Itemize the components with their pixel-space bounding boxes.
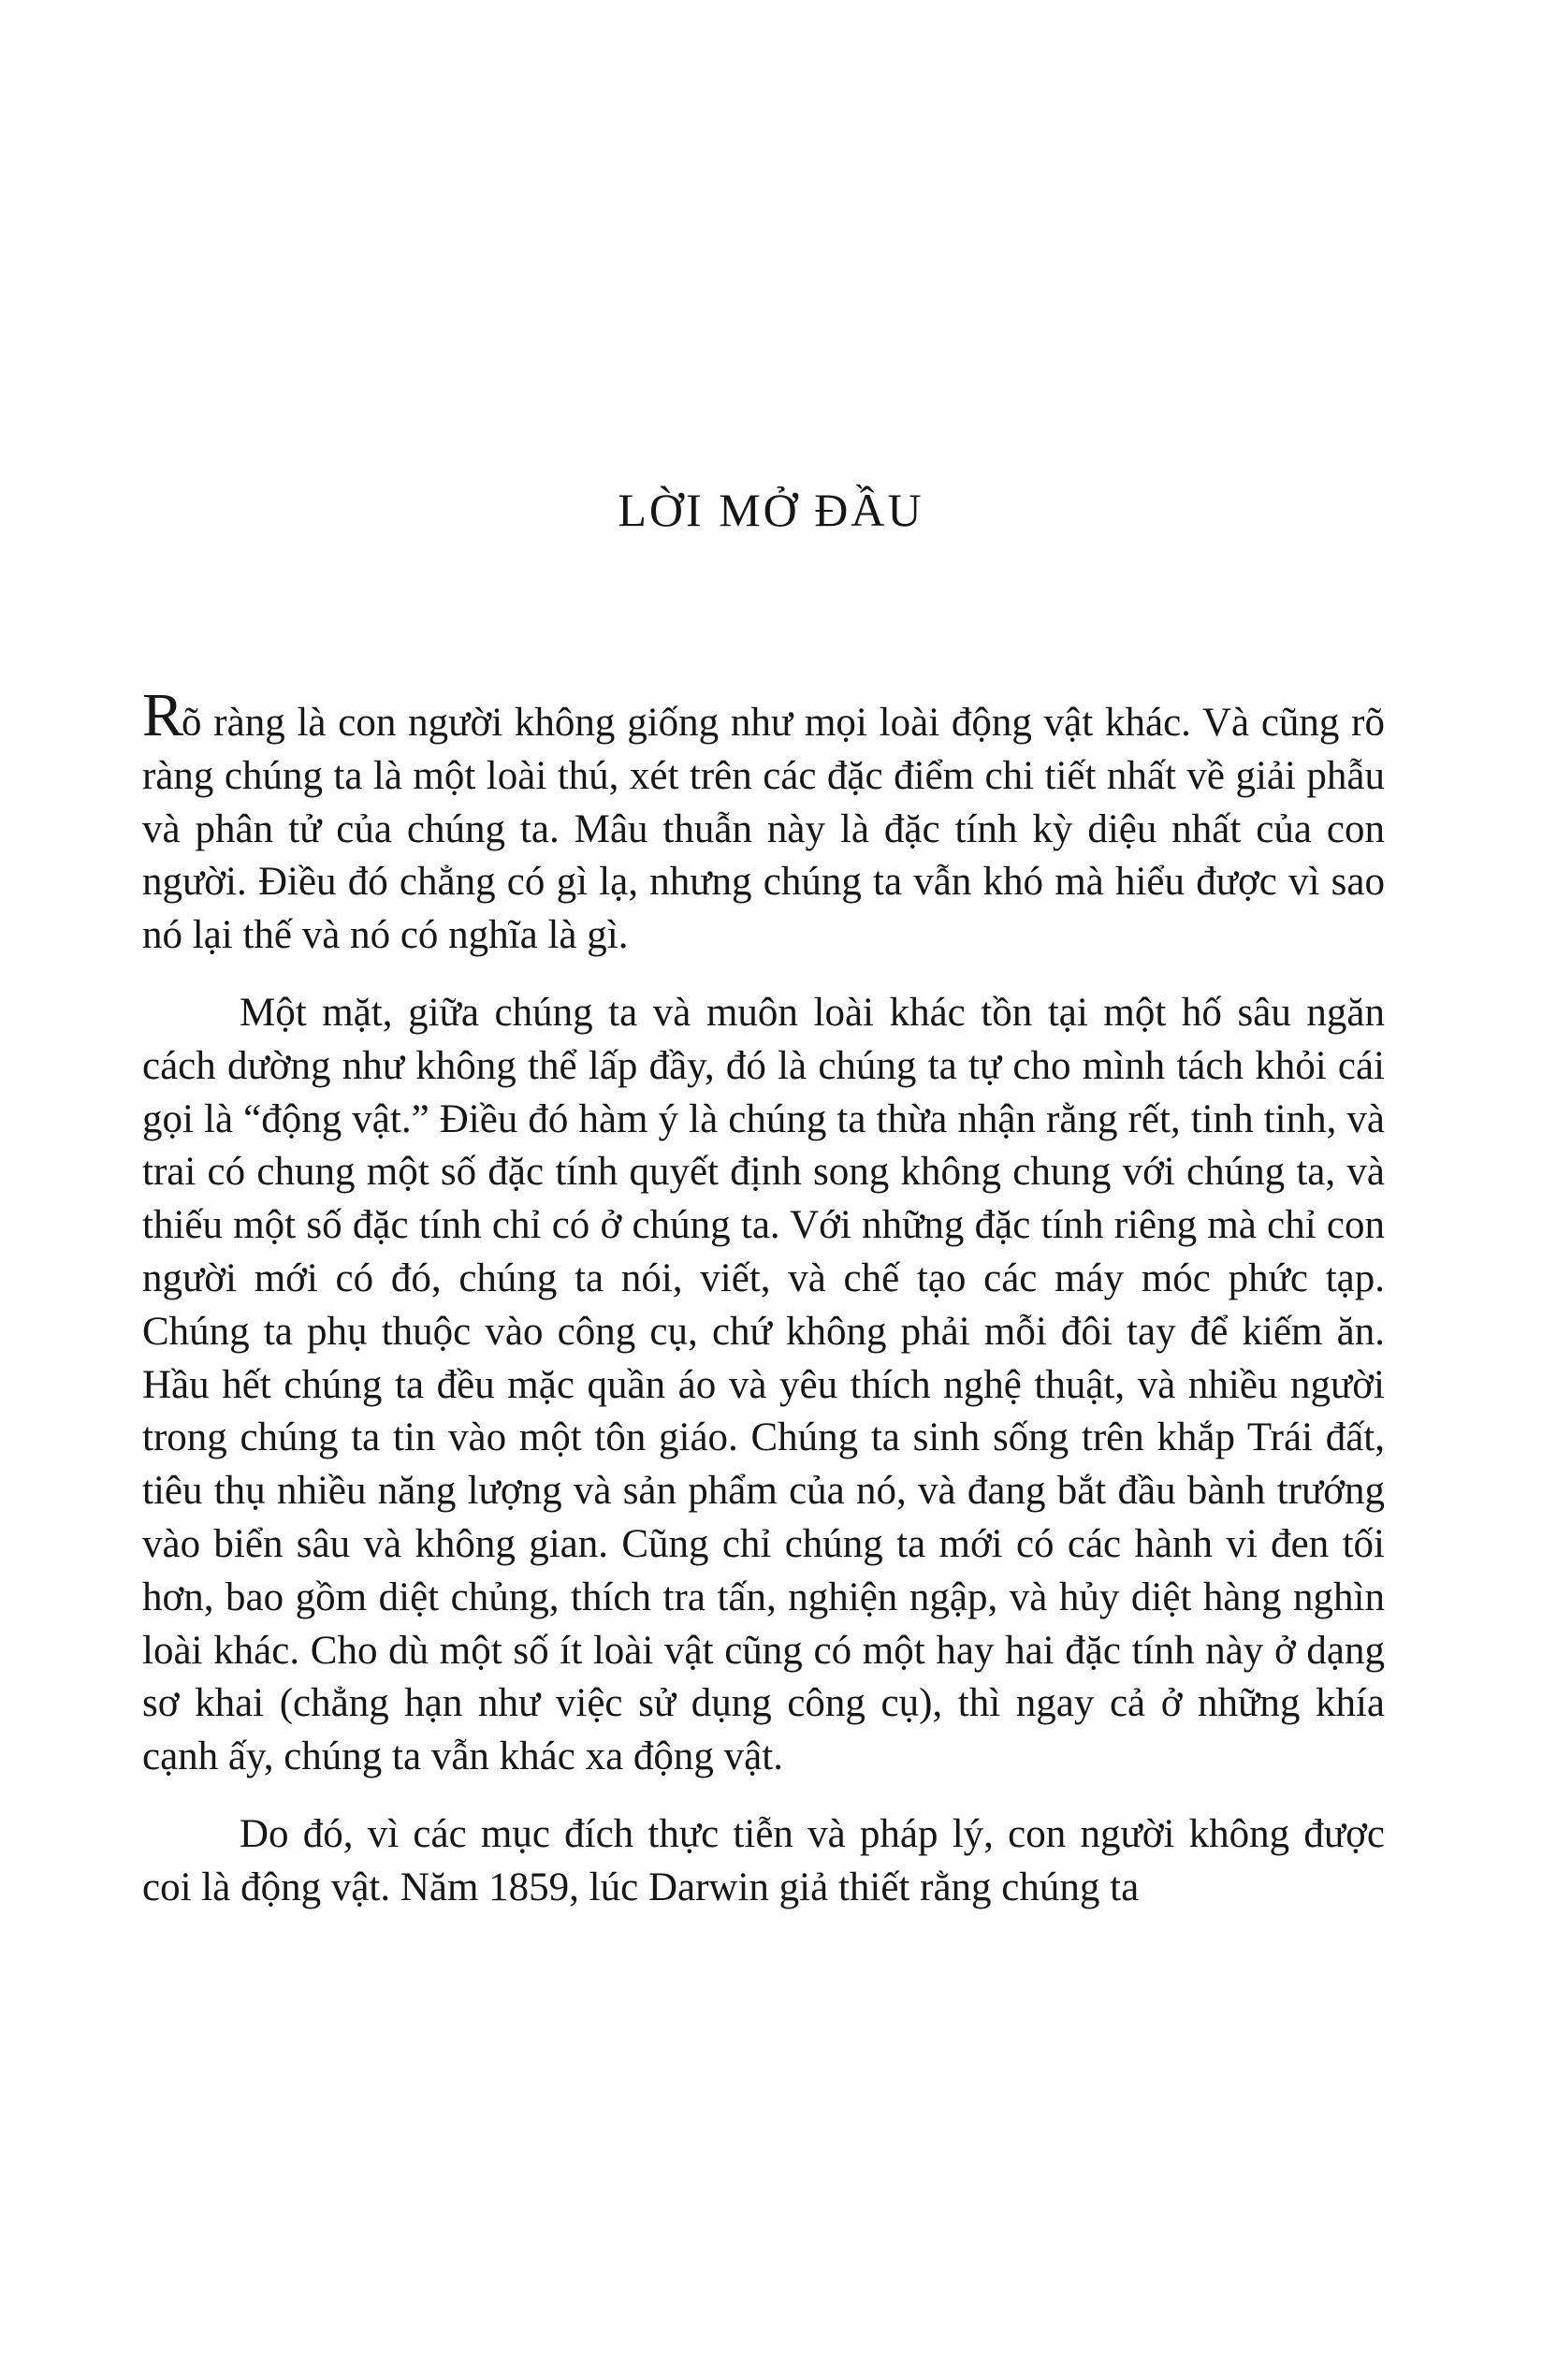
chapter-title: LỜI MỞ ĐẦU — [618, 484, 924, 536]
paragraph-1-text: õ ràng là con người không giống như mọi loài động vật khác. Và cũng rõ ràng chúng ta là một loài thú, xét trên các đặc điểm chi tiết nhất về giải phẫu và phân tử của chúng ta. Mâu thuẫn này là đặc tính kỳ diệu nhất của con người. Điều đó chẳng có gì lạ, nhưng chúng ta vẫn khó mà hiểu được vì sao nó lại thế và nó có nghĩa là gì. — [142, 701, 1385, 958]
paragraph-2: Một mặt, giữa chúng ta và muôn loài khác tồn tại một hố sâu ngăn cách dường như không thể lấp đầy, đó là chúng ta tự cho mình tách khỏi cái gọi là “động vật.” Điều đó hàm ý là chúng ta thừa nhận rằng rết, tinh tinh, và trai có chung một số đặc tính quyết định song không chung với chúng ta, và thiếu một số đặc tính chỉ có ở chúng ta. Với những đặc tính riêng mà chỉ con người mới có đó, chúng ta nói, viết, và chế tạo các máy móc phức tạp. Chúng ta phụ thuộc vào công cụ, chứ không phải mỗi đôi tay để kiếm ăn. Hầu hết chúng ta đều mặc quần áo và yêu thích nghệ thuật, và nhiều người trong chúng ta tin vào một tôn giáo. Chúng ta sinh sống trên khắp Trái đất, tiêu thụ nhiều năng lượng và sản phẩm của nó, và đang bắt đầu bành trướng vào biển sâu và không gian. Cũng chỉ chúng ta mới có các hành vi đen tối hơn, bao gồm diệt chủng, thích tra tấn, nghiện ngập, và hủy diệt hàng nghìn loài khác. Cho dù một số ít loài vật cũng có một hay hai đặc tính này ở dạng sơ khai (chẳng hạn như việc sử dụng công cụ), thì ngay cả ở những khía cạnh ấy, chúng ta vẫn khác xa động vật. — [142, 990, 1385, 1779]
paragraph-3: Do đó, vì các mục đích thực tiễn và pháp lý, con người không được coi là động vật. Năm 1859, lúc Darwin giả thiết rằng chúng ta — [142, 1811, 1385, 1909]
body-text — [142, 681, 1385, 1915]
paragraph-1 — [142, 681, 1385, 963]
drop-cap-initial: R — [142, 681, 182, 749]
